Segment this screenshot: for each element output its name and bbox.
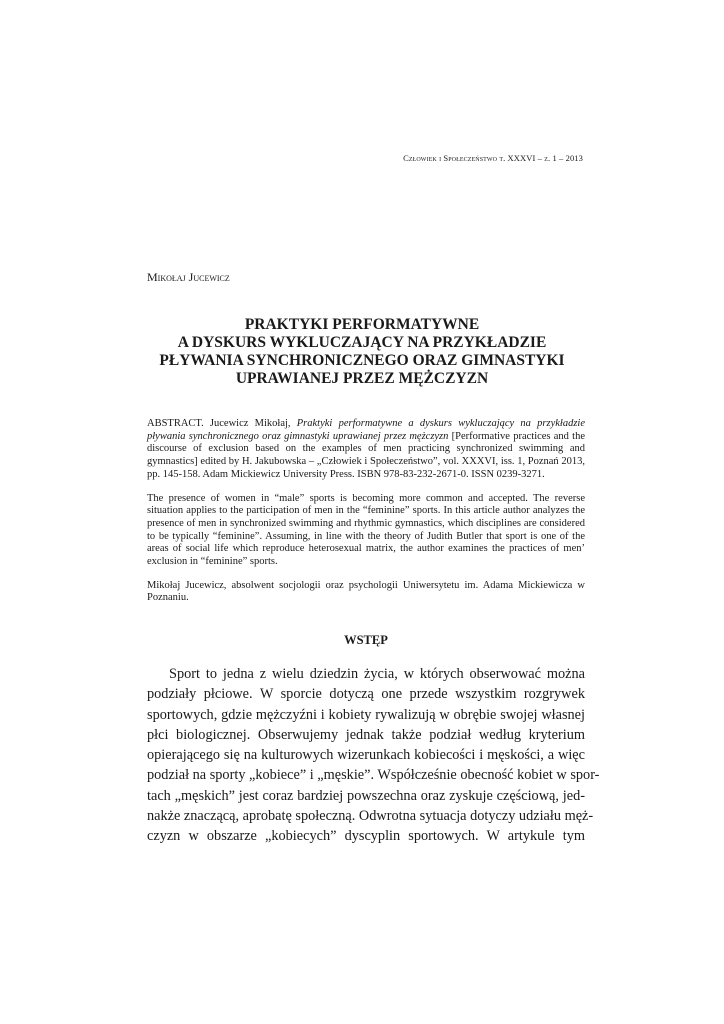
body-line: sportowych, gdzie mężczyźni i kobiety rywalizują w obrębie swojej własnej (147, 706, 585, 723)
title-line: UPRAWIANEJ PRZEZ MĘŻCZYZN (235, 370, 489, 387)
body-paragraph (147, 664, 600, 847)
body-line: Sport to jedna z wielu dziedzin życia, w których obserwować można (169, 666, 585, 682)
section-heading: WSTĘP (344, 633, 388, 647)
title-line: PRAKTYKI PERFORMATYWNE (244, 316, 480, 333)
author-name: Mikołaj Jucewicz (147, 270, 230, 284)
abstract-citation (147, 418, 585, 482)
abstract-lead: ABSTRACT. Jucewicz Mikołaj, (147, 418, 297, 429)
article-title (140, 316, 584, 388)
title-line: A DYSKURS WYKLUCZAJĄCY NA PRZYKŁADZIE (177, 334, 547, 351)
body-line: podział na sporty „kobiece” i „męskie”. Współcześnie obecność kobiet w spor- (147, 767, 600, 784)
abstract-italic-title: Praktyki performatywne a dyskurs wykluczający na przykładzie pływania synchronicznego oraz gimnastyki uprawianej przez mężczyzn (147, 418, 585, 442)
abstract-block (147, 418, 585, 616)
body-line: nakże znaczącą, aprobatę społeczną. Odwrotna sytuacja dotyczy udziału męż- (147, 808, 594, 825)
body-line: płci biologicznej. Obserwujemy jednak także podział według kryterium (147, 726, 585, 743)
author-note: Mikołaj Jucewicz, absolwent socjologii oraz psychologii Uniwersytetu im. Adama Mickiewicza w Poznaniu. (147, 579, 585, 604)
body-line: czyzn w obszarze „kobiecych” dyscyplin sportowych. W artykule tym (147, 828, 585, 845)
abstract-citation-text: [Performative practices and the discourse of exclusion based on the examples of men practicing synchronized swimming and gymnastics] edited by H. Jakubowska – „Człowiek i Społeczeństwo”, vol. XXXVI, iss. 1, Poznań 2013, pp. 145-158. Adam Mickiewicz University Press. ISBN 978-83-232-2671-0. ISSN 0239-3271. (147, 430, 585, 480)
title-line: PŁYWANIA SYNCHRONICZNEGO ORAZ GIMNASTYKI (159, 352, 565, 369)
abstract-summary: The presence of women in “male” sports is becoming more common and accepted. The reverse situation applies to the participation of men in the “feminine” sports. In this article author analyzes the presence of men in synchronized swimming and rhythmic gymnastics, which disciplines are considered to be typically “feminine”. Assuming, in line with the theory of Judith Butler that sport is one of the areas of social life which reproduce heterosexual matrix, the author examines the practices of men’ exclusion in “feminine” sports. (147, 492, 585, 568)
body-line: opierającego się na kulturowych wizerunkach kobiecości i męskości, a więc (147, 747, 585, 764)
body-line: tach „męskich” jest coraz bardziej powszechna oraz zyskuje częściową, jed- (147, 787, 585, 804)
running-header: Człowiek i Społeczeństwo t. XXXVI – z. 1 – 2013 (403, 153, 583, 163)
body-line: podziały płciowe. W sporcie dotyczą one przede wszystkim rozgrywek (147, 686, 585, 703)
